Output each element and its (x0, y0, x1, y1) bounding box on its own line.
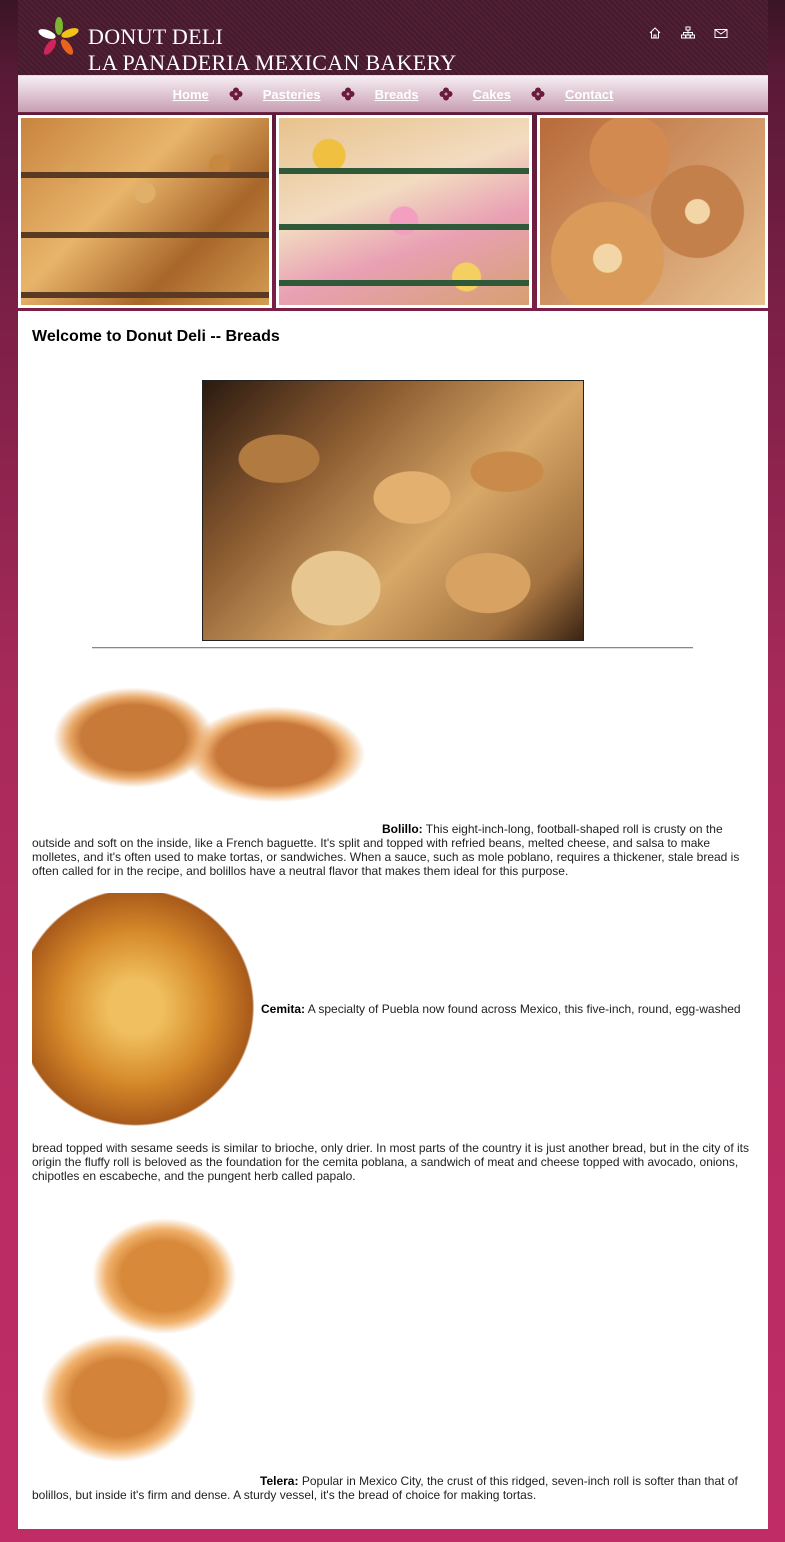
cemita-description: bread topped with sesame seeds is similar to brioche, only drier. In most parts of the country it is just another bread, but in the city of its origin the fluffy roll is beloved as the foundation for the cemita poblana, a sandwich of meat and cheese topped with avocado, onions, chipotles en escabeche, and the pungent herb called papalo. (32, 1141, 750, 1183)
top-icon-bar (648, 26, 728, 40)
telera-description: bolillos, but inside it's firm and dense. A sturdy vessel, it's the bread of choice for making tortas. (32, 1488, 537, 1502)
cemita-photo (32, 893, 262, 1147)
photo-strip (18, 115, 768, 308)
bolillo-photo (32, 661, 370, 831)
nav-item-cakes[interactable]: Cakes (472, 86, 511, 102)
flower-separator-icon (229, 87, 243, 101)
conchas-shelf-photo (276, 115, 532, 308)
cemita-description-lead (261, 1002, 761, 1016)
bolillo-description-lead (382, 822, 752, 836)
nav-item-breads[interactable]: Breads (374, 86, 419, 102)
breads-assortment-photo (202, 380, 584, 641)
nav-item-home[interactable]: Home (172, 86, 209, 102)
mail-icon[interactable] (714, 26, 728, 40)
bakery-shelf-photo (18, 115, 272, 308)
site-subtitle: LA PANADERIA MEXICAN BAKERY (88, 50, 457, 75)
page (18, 0, 768, 1502)
flower-separator-icon (341, 87, 355, 101)
flower-separator-icon (439, 87, 453, 101)
flower-logo-icon (36, 16, 82, 58)
telera-text-first: Popular in Mexico City, the crust of this ridged, seven-inch roll is softer than that of (301, 1474, 738, 1488)
nav-item-contact[interactable]: Contact (564, 86, 614, 102)
telera-name: Telera: (260, 1474, 299, 1488)
cemita-name: Cemita: (261, 1002, 306, 1016)
site-title: DONUT DELI (88, 24, 224, 49)
bolillo-description: outside and soft on the inside, like a French baguette. It's split and topped with refried beans, melted cheese, and salsa to make molletes, and it's often used to make tortas, or sandwiches. When a sauce, such as mole poblano, requires a thickener, stale bread is often called for in the recipe, and bolillos have a neutral flavor that makes them ideal for this purpose. (32, 836, 740, 878)
page-title: Welcome to Donut Deli -- Breads (32, 328, 280, 345)
divider (92, 647, 693, 649)
main-nav (18, 75, 768, 113)
site-header (18, 0, 768, 75)
cemita-text-first: A specialty of Puebla now found across Mexico, this five-inch, round, egg-washed (307, 1002, 741, 1016)
sprinkle-donuts-photo (537, 115, 768, 308)
bolillo-name: Bolillo: (382, 822, 423, 836)
home-icon[interactable] (648, 26, 662, 40)
telera-photo (32, 1195, 260, 1485)
nav-item-pasteries[interactable]: Pasteries (262, 86, 321, 102)
bolillo-text-first: This eight-inch-long, football-shaped roll is crusty on the (425, 822, 723, 836)
telera-description-lead (260, 1474, 760, 1488)
flower-separator-icon (531, 87, 545, 101)
main-content (18, 311, 768, 1529)
sitemap-icon[interactable] (681, 26, 695, 40)
